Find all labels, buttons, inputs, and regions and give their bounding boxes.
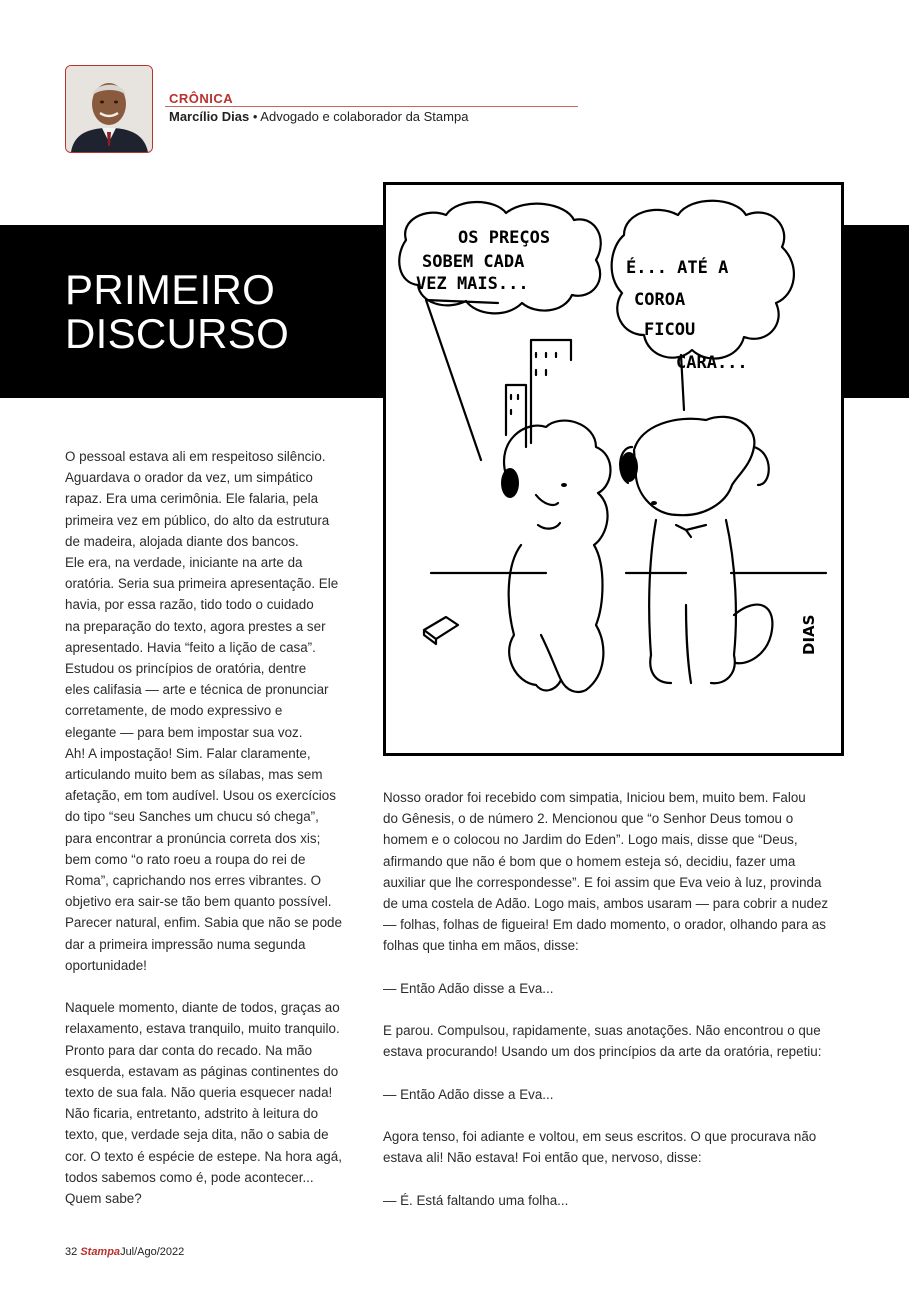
byline-separator: • (252, 109, 258, 124)
issue-date: Jul/Ago/2022 (120, 1246, 185, 1258)
text-line: texto de sua fala. Não queria esquecer nada! (65, 1085, 333, 1101)
bubble-right-line-1: É... ATÉ A (626, 258, 729, 278)
text-line: Nosso orador foi recebido com simpatia, Iniciou bem, muito bem. Falou (383, 790, 806, 805)
author-role: Advogado e colaborador da Stampa (260, 109, 469, 124)
page-number: 32 (65, 1246, 78, 1258)
text-line: dar a primeira impressão numa segunda (65, 936, 306, 952)
bubble-left-line-3: VEZ MAIS... (416, 274, 529, 294)
text-line: estava procurando! Usando um dos princípios da arte da oratória, repetiu: (383, 1044, 822, 1060)
text-line: Quem sabe? (65, 1191, 142, 1207)
text-line: Pronto para dar conta do recado. Na mão (65, 1042, 313, 1058)
text-line: Estudou os princípios de oratória, dentre (65, 661, 307, 677)
text-line: Não ficaria, entretanto, adstrito à leitura do (65, 1106, 319, 1122)
text-line: afirmando que não é bom que o homem esteja só, decidiu, fazer uma (383, 853, 796, 869)
text-line: texto, que, verdade seja dita, não o sabia de (65, 1127, 329, 1143)
bubble-right-line-2: COROA (634, 290, 686, 310)
bubble-right-line-3: FICOU (644, 320, 696, 340)
title-line-2: DISCURSO (65, 310, 290, 357)
author-name: Marcílio Dias (169, 109, 250, 124)
left-column (65, 446, 365, 1209)
text-line: Ele era, na verdade, iniciante na arte da (65, 555, 303, 571)
dialogue-line: — Então Adão disse a Eva... (383, 1086, 554, 1102)
text-line: articulando muito bem as sílabas, mas sem (65, 767, 323, 783)
bubble-left-line-2: SOBEM CADA (422, 252, 525, 272)
text-line: de uma costela de Adão. Logo mais, ambos usaram — para cobrir a nudez (383, 896, 829, 912)
text-line: todos sabemos como é, pode acontecer... (65, 1169, 314, 1185)
text-line: na preparação do texto, agora prestes a ser (65, 618, 326, 634)
title-line-1: PRIMEIRO (65, 266, 276, 313)
text-line: afetação, em tom audível. Usou os exercícios (65, 788, 336, 804)
cartoonist-signature: DIAS (800, 614, 818, 655)
text-line: havia, por essa razão, tido todo o cuidado (65, 597, 314, 613)
bubble-right-line-4: CARA... (676, 353, 748, 373)
text-line: corretamente, de modo expressivo e (65, 703, 283, 719)
article-title (65, 268, 289, 356)
text-line: Parecer natural, enfim. Sabia que não se pode (65, 915, 342, 931)
dialogue-line: — É. Está faltando uma folha... (383, 1192, 569, 1208)
text-line: bem como “o rato roeu a roupa do rei de (65, 851, 306, 867)
text-line: para encontrar a pronúncia correta dos xis; (65, 830, 321, 846)
text-line: folhas que tinha em mãos, disse: (383, 938, 579, 954)
text-line: homem e o colocou no Jardim do Eden”. Logo mais, disse que “Deus, (383, 832, 798, 848)
bubble-left-line-1: OS PREÇOS (458, 228, 551, 248)
text-line: Roma”, caprichando nos erres vibrantes. O (65, 873, 322, 889)
thought-bubble-right (612, 201, 794, 359)
text-line: — folhas, folhas de figueira! Em dado momento, o orador, olhando para as (383, 917, 826, 933)
text-line: objetivo era sair-se tão bem quanto possível. (65, 894, 332, 910)
thought-tail-left (426, 300, 481, 460)
text-line: elegante — para bem impostar sua voz. (65, 724, 303, 740)
text-line: eles califasia — arte e técnica de pronunciar (65, 682, 329, 698)
text-line: oportunidade! (65, 957, 147, 973)
text-line: cor. O texto é espécie de estepe. Na hora agá, (65, 1148, 342, 1164)
text-line: Agora tenso, foi adiante e voltou, em seus escritos. O que procurava não (383, 1129, 817, 1145)
text-line: Naquele momento, diante de todos, graças ao (65, 1000, 340, 1016)
magazine-name: Stampa (80, 1246, 121, 1258)
cartoon-illustration (383, 182, 844, 756)
text-line: Ah! A impostação! Sim. Falar claramente, (65, 745, 311, 761)
text-line: E parou. Compulsou, rapidamente, suas anotações. Não encontrou o que (383, 1023, 821, 1039)
text-line: do tipo “seu Sanches um chucu só chega”, (65, 809, 319, 825)
author-photo (65, 65, 153, 153)
text-line: O pessoal estava ali em respeitoso silêncio. (65, 449, 326, 464)
building-left (506, 385, 526, 447)
byline (169, 109, 468, 124)
header-divider (165, 106, 578, 107)
text-line: auxiliar que lhe correspondesse”. E foi assim que Eva veio à luz, provinda (383, 874, 822, 890)
text-line: oratória. Seria sua primeira apresentação. Ele (65, 576, 339, 592)
page-footer (65, 1246, 184, 1258)
text-line: do Gênesis, o de número 2. Mencionou que “o Senhor Deus tomou o (383, 811, 794, 827)
text-line: Aguardava o orador da vez, um simpático (65, 470, 313, 486)
text-line: apresentado. Havia “feito a lição de casa”. (65, 639, 316, 655)
text-line: esquerda, estavam as páginas continentes do (65, 1063, 339, 1079)
text-line: rapaz. Era uma cerimônia. Ele falaria, pela (65, 491, 319, 507)
book (424, 617, 458, 644)
text-line: de madeira, alojada diante dos bancos. (65, 533, 299, 549)
text-line: primeira vez em público, do alto da estrutura (65, 512, 330, 528)
text-line: estava ali! Não estava! Foi então que, nervoso, disse: (383, 1150, 702, 1166)
text-line: relaxamento, estava tranquilo, muito tranquilo. (65, 1021, 340, 1037)
dog-body (634, 417, 754, 515)
right-column (383, 787, 853, 1211)
dialogue-line: — Então Adão disse a Eva... (383, 980, 554, 996)
poodle-body (504, 421, 610, 692)
section-label: CRÔNICA (169, 91, 234, 106)
